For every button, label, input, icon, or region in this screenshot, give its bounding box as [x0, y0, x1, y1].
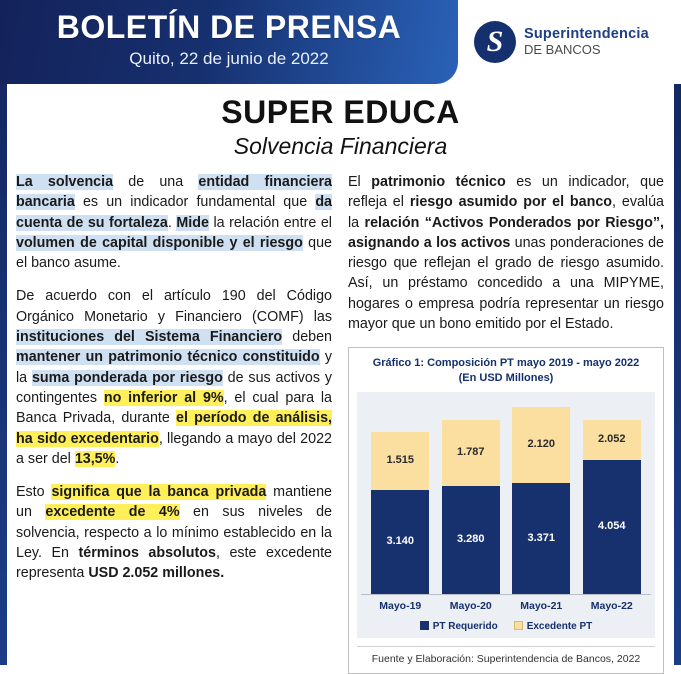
paragraph-articulo-190	[16, 286, 332, 469]
text-run: De acuerdo con el artículo 190 del Código Orgánico Monetario y Financiero (COMF) las	[16, 288, 332, 325]
bar-segment-excedente: 1.515	[371, 432, 429, 490]
bar-group-mayo-20	[442, 420, 500, 594]
text-run: volumen de capital disponible y el riesgo	[16, 234, 303, 251]
institution-logo	[458, 0, 681, 84]
text-run: .	[167, 214, 177, 231]
text-run: 13,5%	[74, 450, 116, 467]
text-run: la relación entre el	[208, 214, 332, 231]
bar-series	[361, 398, 651, 594]
text-run: , el cual para la Banca Privada, durante	[16, 389, 332, 427]
text-run: de una	[113, 174, 199, 190]
bar-segment-requerido: 3.280	[442, 486, 500, 594]
legend-label: PT Requerido	[432, 620, 498, 632]
logo-icon: S	[474, 21, 516, 63]
text-run: , evalúa la	[348, 194, 665, 231]
page-title: SUPER EDUCA	[221, 94, 460, 130]
paragraph-patrimonio-tecnico	[348, 172, 664, 334]
text-run: deben	[282, 329, 332, 346]
document-header	[0, 0, 681, 84]
text-run: USD 2.052 millones.	[88, 565, 225, 582]
chart-x-axis	[361, 594, 651, 616]
legend-swatch-icon	[420, 621, 429, 630]
legend-swatch-icon	[514, 621, 523, 630]
left-accent-bar	[0, 0, 7, 665]
bar-segment-excedente: 1.787	[442, 420, 500, 486]
legend-label: Excedente PT	[526, 620, 593, 632]
text-run: .	[115, 450, 120, 467]
text-run: , llegando a mayo del 2022 a ser del	[16, 430, 332, 467]
x-tick-label: Mayo-22	[590, 600, 633, 613]
text-run: es un indicador, que refleja el	[348, 174, 664, 211]
right-column	[348, 172, 664, 674]
text-run: , este excedente representa	[16, 545, 332, 582]
bar-segment-excedente: 2.052	[583, 420, 641, 460]
left-column	[16, 172, 332, 674]
text-run: Mide	[176, 214, 209, 231]
text-run: términos absolutos	[78, 545, 216, 562]
text-run: instituciones del Sistema Financiero	[16, 329, 283, 346]
chart-source: Fuente y Elaboración: Superintendencia de Bancos, 2022	[357, 646, 655, 667]
header-banner	[0, 0, 458, 84]
text-run: entidad financiera bancaria	[16, 174, 332, 211]
page-subtitle: Solvencia Financiera	[233, 133, 448, 159]
bar-segment-requerido: 4.054	[583, 460, 641, 594]
text-run: El	[348, 174, 372, 190]
text-run: La solvencia	[16, 174, 114, 190]
bulletin-title: BOLETÍN DE PRENSA	[56, 9, 402, 46]
x-tick-label: Mayo-20	[449, 600, 492, 613]
text-run: es un indicador fundamental que	[74, 194, 316, 211]
text-run: da cuenta de su fortaleza	[16, 194, 332, 231]
logo-line-2: DE BANCOS	[524, 41, 601, 57]
text-run: mantiene un	[16, 484, 332, 521]
right-accent-bar	[674, 0, 681, 665]
chart-subtitle: (En USD Millones)	[458, 372, 554, 385]
legend-item-excedente-pt	[514, 620, 593, 634]
legend-item-pt-requerido	[420, 620, 498, 634]
chart-title: Gráfico 1: Composición PT mayo 2019 - mayo 2022	[372, 357, 640, 370]
text-run: excedente de 4%	[45, 504, 180, 521]
text-run: Esto	[16, 484, 52, 501]
text-run: que el banco asume.	[16, 234, 333, 272]
x-tick-label: Mayo-21	[520, 600, 563, 613]
text-run: suma ponderada por riesgo	[31, 369, 223, 386]
text-run: y la	[16, 349, 333, 386]
bulletin-date: Quito, 22 de junio de 2022	[129, 48, 329, 68]
text-run: patrimonio técnico	[371, 174, 506, 190]
bar-segment-requerido: 3.140	[371, 490, 429, 594]
text-run: relación “Activos Ponderados por Riesgo”, asignando a los activos	[348, 214, 664, 251]
text-run: unas ponderaciones de riesgo que reflejan el grado de riesgo asumido. Así, un préstamo concedido a una MIPYME, hogares o empresa podría representar un riesgo mayor que un bono emitido por el Estado.	[348, 234, 664, 333]
x-tick-label: Mayo-19	[379, 600, 422, 613]
text-run: en sus niveles de solvencia, respecto a lo mínimo establecido en la Ley. En	[16, 504, 333, 562]
text-run: mantener un patrimonio técnico constituido	[16, 349, 320, 366]
chart-card	[348, 347, 664, 674]
bar-group-mayo-19	[371, 432, 429, 594]
chart-plot-area	[357, 392, 655, 638]
text-run: de sus activos y contingentes	[16, 369, 332, 406]
bar-segment-requerido: 3.371	[512, 483, 570, 594]
text-run: riesgo asumido por el banco	[409, 194, 613, 211]
text-run: significa que la banca privada	[51, 484, 267, 501]
bar-segment-excedente: 2.120	[512, 407, 570, 483]
text-run: ha sido excedentario	[16, 430, 159, 447]
logo-wordmark	[524, 26, 649, 58]
logo-line-1: Superintendencia	[524, 26, 649, 43]
paragraph-excedente	[16, 482, 332, 583]
text-run: no inferior al 9%	[103, 389, 224, 406]
bar-group-mayo-21	[512, 407, 570, 594]
text-run: el período de análisis,	[176, 410, 332, 427]
bar-group-mayo-22	[583, 420, 641, 594]
chart-legend	[361, 616, 651, 636]
title-block	[0, 84, 681, 166]
paragraph-solvencia	[16, 172, 332, 273]
body-columns	[0, 166, 681, 674]
